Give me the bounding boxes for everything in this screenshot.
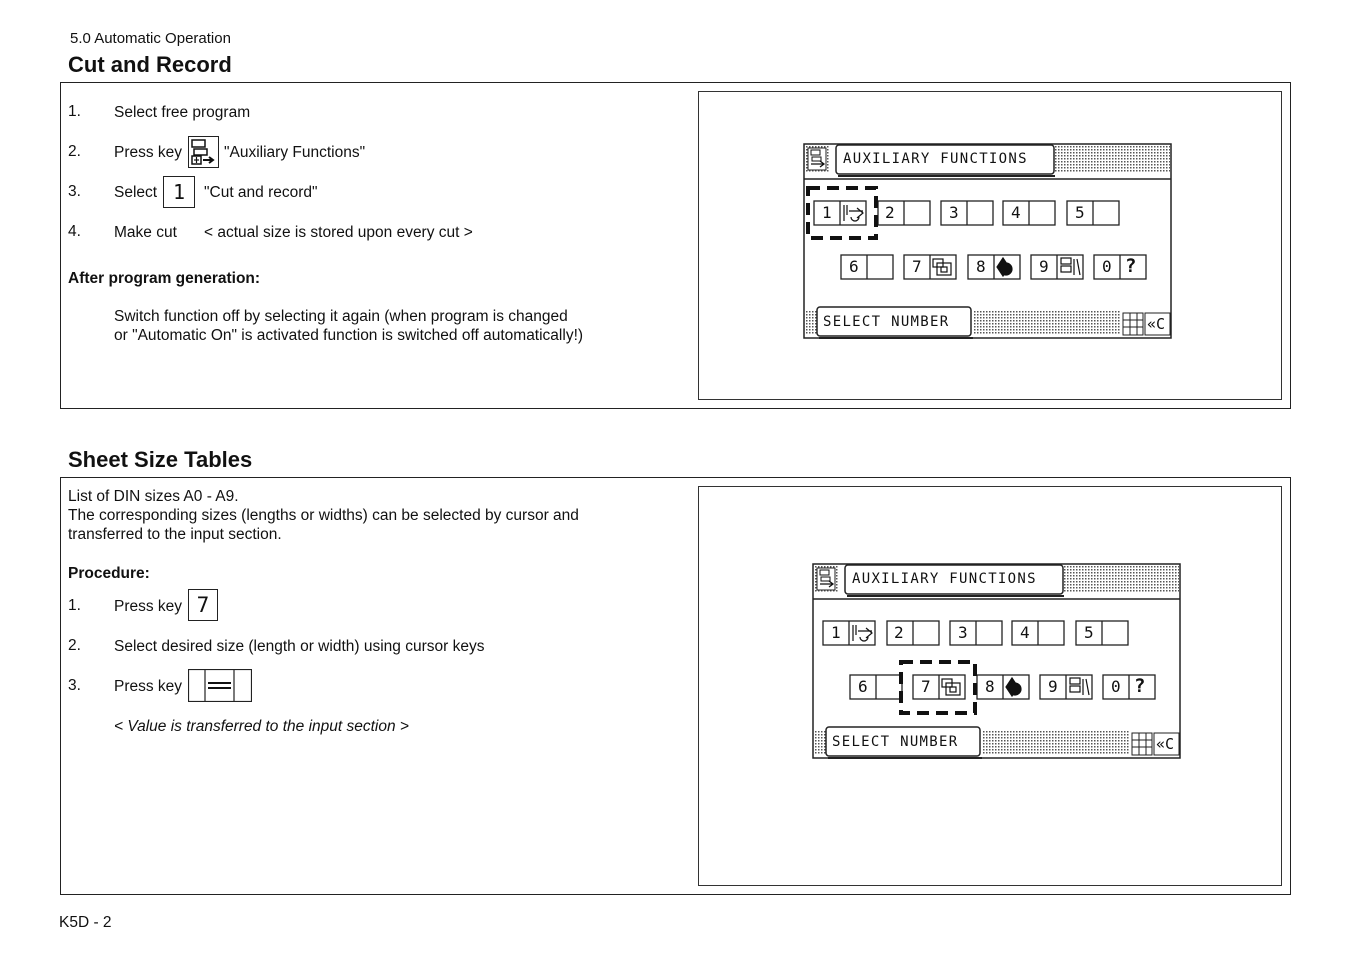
lcd-key-label: 9 (1039, 257, 1049, 276)
step-text: Select desired size (length or width) using cursor keys (114, 638, 485, 655)
lcd-key-label: 0 (1111, 677, 1121, 696)
help-icon: ? (1134, 675, 1146, 697)
lcd-key-label: 2 (885, 203, 895, 222)
lcd-footer: SELECT NUMBER (832, 734, 959, 750)
step-number: 3. (68, 677, 81, 694)
step-number: 1. (68, 597, 81, 614)
step-text: Press key (114, 598, 183, 615)
lcd-key-label: 5 (1075, 203, 1085, 222)
step-number: 4. (68, 223, 81, 240)
lcd-display (812, 563, 1181, 759)
step-text: Select free program (114, 104, 251, 121)
step-text: Press key (114, 678, 183, 695)
lcd-key-label: 7 (921, 677, 931, 696)
lcd-key-label: 2 (894, 623, 904, 642)
lcd-footer: SELECT NUMBER (823, 314, 950, 330)
sheet-intro: The corresponding sizes (lengths or widths) can be selected by cursor and (68, 507, 579, 524)
enter-key-icon (188, 669, 252, 702)
step-number: 2. (68, 143, 81, 160)
lcd-key-label: 7 (912, 257, 922, 276)
lcd-key-label: 8 (976, 257, 986, 276)
auxiliary-functions-key-icon (188, 136, 219, 168)
step-number: 1. (68, 103, 81, 120)
lcd-key-label: 9 (1048, 677, 1058, 696)
step-text: Select (114, 184, 158, 201)
lcd-key-label: 3 (949, 203, 959, 222)
page-number: K5D - 2 (59, 914, 112, 931)
step-number: 3. (68, 183, 81, 200)
help-icon: ? (1125, 255, 1137, 277)
lcd-title: AUXILIARY FUNCTIONS (843, 151, 1028, 167)
after-heading: After program generation: (68, 270, 261, 287)
lcd-title: AUXILIARY FUNCTIONS (852, 571, 1037, 587)
lcd-key-label: 3 (958, 623, 968, 642)
step-text: "Cut and record" (204, 184, 318, 201)
cut-record-title: Cut and Record (68, 52, 232, 77)
key-1-icon: 1 (163, 176, 195, 208)
lcd-key-label: 1 (822, 203, 832, 222)
lcd-key-label: 5 (1084, 623, 1094, 642)
lcd-key-label: 4 (1011, 203, 1021, 222)
sheet-title: Sheet Size Tables (68, 447, 253, 472)
lcd-key-label: 1 (831, 623, 841, 642)
lcd-key-label: 4 (1020, 623, 1030, 642)
step-text: Press key (114, 144, 183, 161)
step-text: < actual size is stored upon every cut > (204, 224, 473, 241)
sheet-intro: transferred to the input section. (68, 526, 282, 543)
sheet-intro: List of DIN sizes A0 - A9. (68, 488, 239, 505)
after-text: Switch function off by selecting it again (when program is changed (114, 308, 568, 325)
step-text: Make cut (114, 224, 177, 241)
lcd-key-label: 6 (858, 677, 868, 696)
section-label: 5.0 Automatic Operation (70, 30, 231, 47)
transfer-note: < Value is transferred to the input section > (114, 718, 409, 735)
procedure-heading: Procedure: (68, 565, 150, 582)
lcd-display (803, 143, 1172, 339)
lcd-cancel: «C (1156, 735, 1175, 753)
lcd-cancel: «C (1147, 315, 1166, 333)
lcd-key-label: 6 (849, 257, 859, 276)
step-number: 2. (68, 637, 81, 654)
lcd-key-label: 0 (1102, 257, 1112, 276)
after-text: or "Automatic On" is activated function is switched off automatically!) (114, 327, 584, 344)
step-text: "Auxiliary Functions" (224, 144, 366, 161)
key-7-icon: 7 (188, 589, 218, 621)
lcd-key-label: 8 (985, 677, 995, 696)
